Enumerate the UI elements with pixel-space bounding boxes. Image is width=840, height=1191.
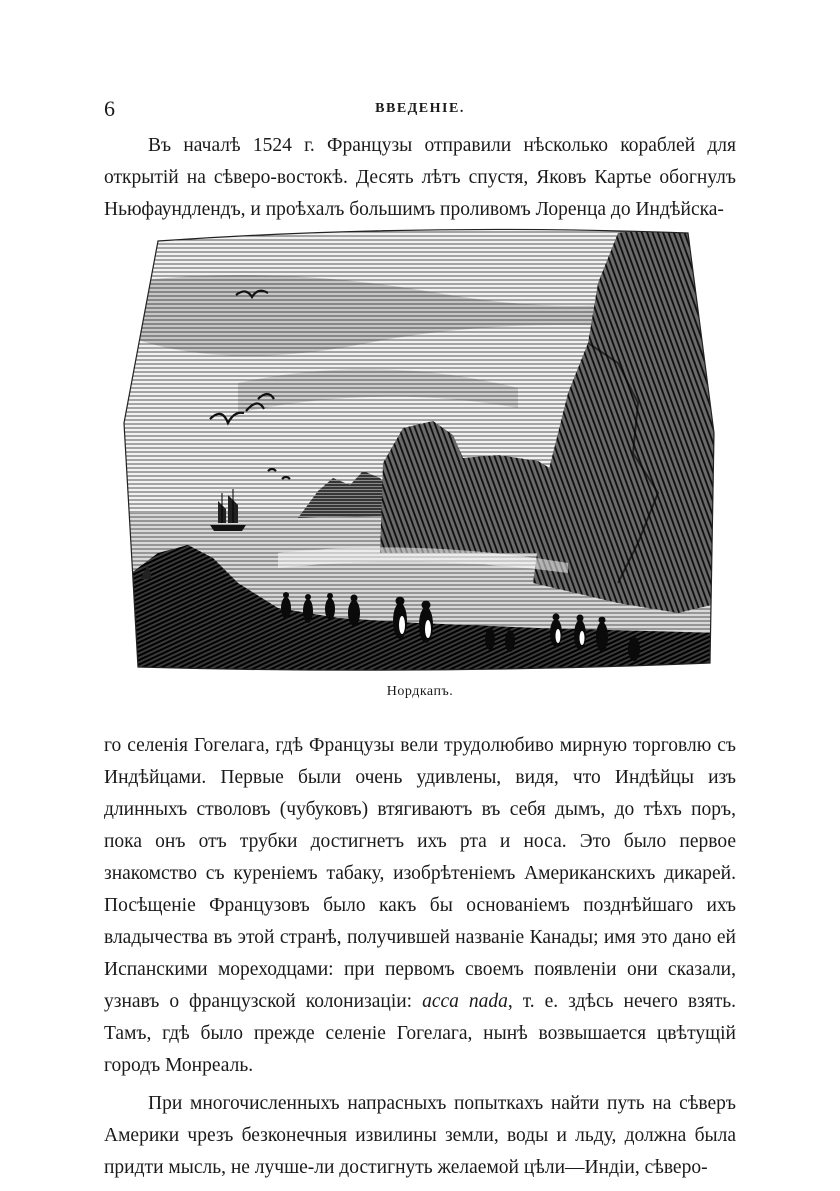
bottom-text-block: [104, 730, 736, 1184]
paragraph-continuation: [104, 730, 736, 1082]
continuation-text-a: го селенія Гогелага, гдѣ Французы вели трудолюбиво мирную торговлю съ Индѣйцами. Первые были очень удивлены, видя, что Индѣйцы изъ длинныхъ стволовъ (чубуковъ) втягиваютъ въ себя дымъ, до тѣхъ поръ, пока онъ отъ трубки достигнетъ ихъ рта и носа. Это было первое знакомство съ куреніемъ табаку, изобрѣтеніемъ Американскихъ дикарей. Посѣщеніе Французовъ было какъ бы основаніемъ позднѣйшаго ихъ владычества въ этой странѣ, получившей названіе Канады; имя это дано ей Испанскими мореходцами: при первомъ своемъ появленіи они сказали, узнавъ о французской колонизаціи:: [104, 735, 736, 1012]
engraving-illustration: [118, 223, 720, 673]
continuation-text-b: , т. е. здѣсь нечего взять. Тамъ, гдѣ было прежде селеніе Гогелага, нынѣ возвышается цвѣтущій городъ Монреаль.: [104, 991, 737, 1076]
continuation-italic: acca nada: [422, 991, 508, 1012]
top-text-block: [104, 130, 736, 226]
page-number: 6: [104, 96, 115, 121]
paragraph-opening: Въ началѣ 1524 г. Французы отправили нѣсколько кораблей для открытій на сѣверо-востокѣ. Десять лѣтъ спустя, Яковъ Картье обогнулъ Ньюфаундлендъ, и проѣхалъ большимъ проливомъ Лоренца до Индѣйска-: [104, 135, 736, 220]
running-head: ВВЕДЕНІЕ.: [375, 101, 465, 116]
engraving-svg: [118, 223, 720, 673]
figure-caption: Нордкапъ.: [386, 684, 454, 699]
paragraph-last: При многочисленныхъ напрасныхъ попыткахъ найти путь на сѣверъ Америки чрезъ безконечныя извилины земли, воды и льду, должна была придти мысль, не лучше-ли достигнуть желаемой цѣли—Индіи, сѣверо-: [104, 1093, 736, 1178]
